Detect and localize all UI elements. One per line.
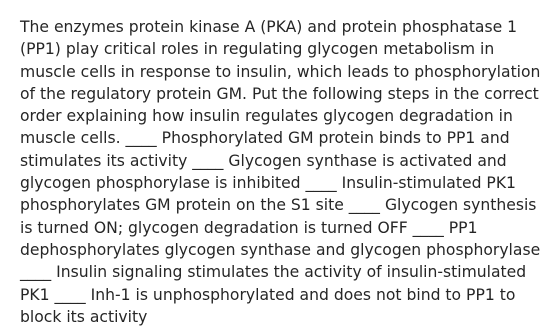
question-text: The enzymes protein kinase A (PKA) and protein phosphatase 1 (PP1) play critical roles in regulating glycogen metabolism in muscle cells in response to insulin, which leads to phosphorylation of the regulatory protein GM. Put the following steps in the correct order explaining how insulin regulates glycogen degradation in muscle cells. ____ Phosphorylated GM protein binds to PP1 and stimulates its activity ____ Glycogen synthase is activated and glycogen phosphorylase is inhibited ____ Insulin-stimulated PK1 phosphorylates GM protein on the S1 site ____ Glycogen synthesis is turned ON; glycogen degradation is turned OFF ____ PP1 dephosphorylates glycogen synthase and glycogen phosphorylase ____ Insulin signaling stimulates the activity of insulin-stimulated PK1 ____ Inh-1 is unphosphorylated and does not bind to PP1 to block its activity (20, 18, 541, 326)
